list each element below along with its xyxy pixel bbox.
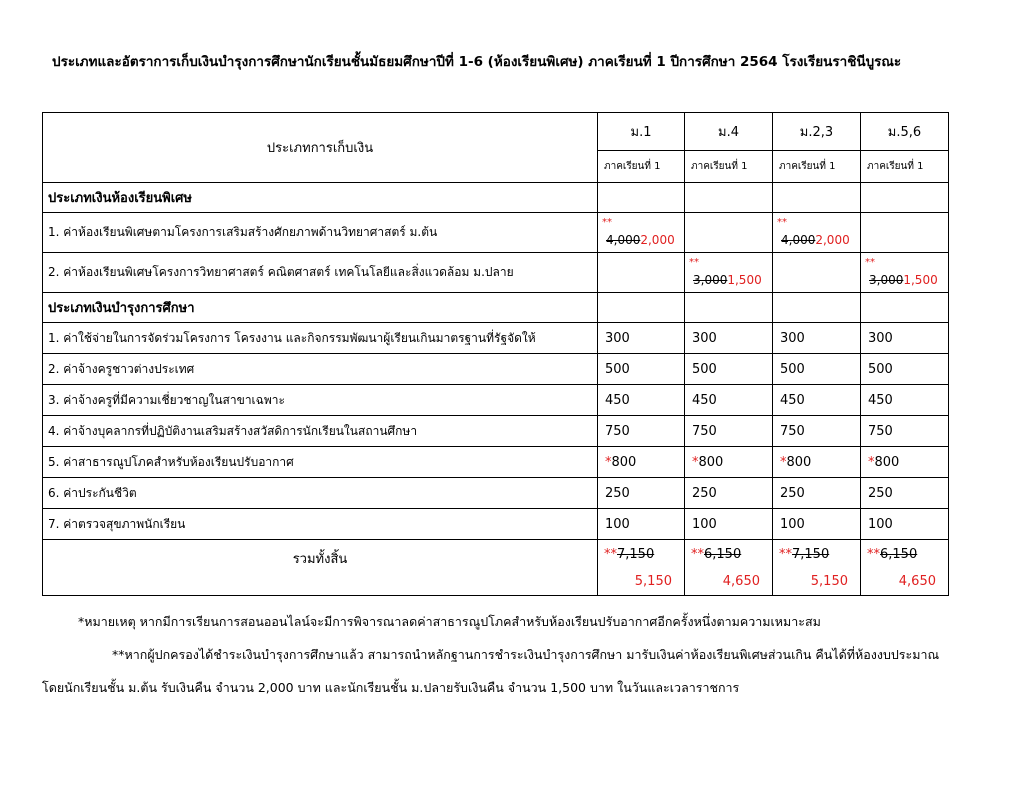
total-old bbox=[867, 547, 917, 562]
total-cell bbox=[773, 540, 861, 596]
total-cell bbox=[685, 540, 773, 596]
fee-value: 500 bbox=[692, 361, 717, 377]
fee-value-cell bbox=[685, 416, 773, 447]
fee-value: 450 bbox=[780, 392, 805, 408]
fee-cell bbox=[685, 253, 773, 293]
total-row bbox=[43, 540, 949, 596]
new-total: 4,650 bbox=[898, 574, 936, 589]
old-amount: 3,000 bbox=[869, 273, 904, 287]
fee-value-cell bbox=[773, 478, 861, 509]
new-amount: 2,000 bbox=[815, 233, 850, 247]
revised-amount bbox=[693, 273, 762, 287]
new-amount: 1,500 bbox=[727, 273, 762, 287]
asterisk-mark: * bbox=[868, 454, 875, 470]
note-refund-line2: โดยนักเรียนชั้น ม.ต้น รับเงินคืน จำนวน 2,000 บาท และนักเรียนชั้น ม.ปลายรับเงินคืน จำนวน 1,500 บาท ในวันและเวลาราชการ bbox=[42, 680, 740, 695]
section-row bbox=[43, 293, 949, 323]
fee-value-cell bbox=[685, 478, 773, 509]
fee-value: 300 bbox=[780, 330, 805, 346]
empty-cell bbox=[773, 183, 861, 213]
old-amount: 3,000 bbox=[693, 273, 728, 287]
fee-value: 100 bbox=[780, 516, 805, 532]
total-old bbox=[604, 547, 654, 562]
table-row bbox=[43, 213, 949, 253]
asterisk-mark: ** bbox=[867, 547, 880, 562]
fee-value: 800 bbox=[786, 454, 812, 470]
fee-value-cell bbox=[598, 354, 685, 385]
fee-value: 800 bbox=[611, 454, 637, 470]
fee-value: 450 bbox=[692, 392, 717, 408]
header-fee-type: ประเภทการเก็บเงิน bbox=[43, 113, 598, 183]
old-amount: 4,000 bbox=[781, 233, 816, 247]
fee-value-cell bbox=[598, 447, 685, 478]
revised-amount bbox=[606, 233, 675, 247]
fee-value: 750 bbox=[605, 423, 630, 439]
note-utility-discount: *หมายเหตุ หากมีการเรียนการสอนออนไลน์จะมีการพิจารณาลดค่าสาธารณูปโภคสำหรับห้องเรียนปรับอากาศอีกครั้งหนึ่งตามความเหมาะสม bbox=[78, 614, 821, 629]
header-grade: ม.4 bbox=[685, 113, 773, 151]
asterisk-mark: ** bbox=[689, 257, 699, 268]
fee-value: 250 bbox=[868, 485, 893, 501]
new-amount: 2,000 bbox=[640, 233, 675, 247]
fee-value-cell bbox=[861, 509, 949, 540]
fee-value: 750 bbox=[692, 423, 717, 439]
header-grade: ม.2,3 bbox=[773, 113, 861, 151]
note-refund-line1: **หากผู้ปกครองได้ชำระเงินบำรุงการศึกษาแล้ว สามารถนำหลักฐานการชำระเงินบำรุงการศึกษา มารับเงินค่าห้องเรียนพิเศษส่วนเกิน คืนได้ที่ห้องงบประมาณ bbox=[112, 647, 940, 662]
fee-value-cell bbox=[685, 323, 773, 354]
fee-cell bbox=[861, 213, 949, 253]
empty-cell bbox=[685, 293, 773, 323]
fee-value-cell bbox=[685, 509, 773, 540]
table-row bbox=[43, 447, 949, 478]
fee-value: 500 bbox=[868, 361, 893, 377]
header-term: ภาคเรียนที่ 1 bbox=[861, 151, 949, 183]
fee-value-cell bbox=[773, 509, 861, 540]
fee-value: 100 bbox=[868, 516, 893, 532]
old-amount: 4,000 bbox=[606, 233, 641, 247]
fee-value: 300 bbox=[868, 330, 893, 346]
empty-cell bbox=[773, 293, 861, 323]
fee-value-cell bbox=[773, 385, 861, 416]
fee-value: 300 bbox=[605, 330, 630, 346]
fee-value-cell bbox=[861, 416, 949, 447]
total-old bbox=[691, 547, 741, 562]
new-total: 5,150 bbox=[810, 574, 848, 589]
fee-value-cell bbox=[598, 509, 685, 540]
empty-cell bbox=[598, 293, 685, 323]
table-row bbox=[43, 323, 949, 354]
fee-label: 5. ค่าสาธารณูปโภคสำหรับห้องเรียนปรับอากาศ bbox=[43, 447, 598, 478]
table-row bbox=[43, 385, 949, 416]
fee-value-cell bbox=[861, 323, 949, 354]
fee-value: 500 bbox=[780, 361, 805, 377]
empty-cell bbox=[685, 183, 773, 213]
asterisk-mark: ** bbox=[604, 547, 617, 562]
total-old bbox=[779, 547, 829, 562]
table-row bbox=[43, 253, 949, 293]
fee-value-cell bbox=[598, 416, 685, 447]
fee-label: 2. ค่าห้องเรียนพิเศษโครงการวิทยาศาสตร์ คณิตศาสตร์ เทคโนโลยีและสิ่งแวดล้อม ม.ปลาย bbox=[43, 253, 598, 293]
asterisk-mark: ** bbox=[865, 257, 875, 268]
header-term: ภาคเรียนที่ 1 bbox=[685, 151, 773, 183]
asterisk-mark: ** bbox=[777, 217, 787, 228]
old-total: 6,150 bbox=[704, 547, 742, 562]
fee-value: 450 bbox=[605, 392, 630, 408]
fee-value: 300 bbox=[692, 330, 717, 346]
asterisk-mark: ** bbox=[602, 217, 612, 228]
new-amount: 1,500 bbox=[903, 273, 938, 287]
section-row bbox=[43, 183, 949, 213]
fee-table bbox=[42, 112, 949, 596]
fee-value: 800 bbox=[874, 454, 900, 470]
header-term: ภาคเรียนที่ 1 bbox=[773, 151, 861, 183]
header-grade: ม.1 bbox=[598, 113, 685, 151]
empty-cell bbox=[861, 183, 949, 213]
fee-cell bbox=[598, 253, 685, 293]
fee-cell bbox=[598, 213, 685, 253]
asterisk-mark: ** bbox=[691, 547, 704, 562]
fee-value: 250 bbox=[780, 485, 805, 501]
asterisk-mark: * bbox=[692, 454, 699, 470]
fee-cell bbox=[861, 253, 949, 293]
asterisk-mark: * bbox=[780, 454, 787, 470]
fee-label: 2. ค่าจ้างครูชาวต่างประเทศ bbox=[43, 354, 598, 385]
revised-amount bbox=[781, 233, 850, 247]
header-row-grades bbox=[43, 113, 949, 151]
fee-value-cell bbox=[861, 478, 949, 509]
fee-value: 250 bbox=[692, 485, 717, 501]
total-cell bbox=[598, 540, 685, 596]
fee-value: 800 bbox=[698, 454, 724, 470]
total-label: รวมทั้งสิ้น bbox=[43, 540, 598, 596]
fee-value-cell bbox=[685, 447, 773, 478]
old-total: 7,150 bbox=[792, 547, 830, 562]
fee-value: 450 bbox=[868, 392, 893, 408]
document-title: ประเภทและอัตราการเก็บเงินบำรุงการศึกษานักเรียนชั้นมัธยมศึกษาปีที่ 1-6 (ห้องเรียนพิเศษ) ภาคเรียนที่ 1 ปีการศึกษา 2564 โรงเรียนราชินีบูรณะ bbox=[52, 54, 902, 70]
empty-cell bbox=[861, 293, 949, 323]
section-special-title: ประเภทเงินห้องเรียนพิเศษ bbox=[43, 183, 598, 213]
fee-value-cell bbox=[598, 478, 685, 509]
total-cell bbox=[861, 540, 949, 596]
fee-label: 1. ค่าห้องเรียนพิเศษตามโครงการเสริมสร้างศักยภาพด้านวิทยาศาสตร์ ม.ต้น bbox=[43, 213, 598, 253]
fee-value-cell bbox=[773, 447, 861, 478]
header-grade: ม.5,6 bbox=[861, 113, 949, 151]
fee-value: 750 bbox=[868, 423, 893, 439]
fee-value-cell bbox=[861, 447, 949, 478]
empty-cell bbox=[598, 183, 685, 213]
fee-value-cell bbox=[598, 385, 685, 416]
new-total: 4,650 bbox=[722, 574, 760, 589]
fee-label: 7. ค่าตรวจสุขภาพนักเรียน bbox=[43, 509, 598, 540]
fee-label: 1. ค่าใช้จ่ายในการจัดร่วมโครงการ โครงงาน และกิจกรรมพัฒนาผู้เรียนเกินมาตรฐานที่รัฐจัดให้ bbox=[43, 323, 598, 354]
header-term: ภาคเรียนที่ 1 bbox=[598, 151, 685, 183]
table-row bbox=[43, 509, 949, 540]
new-total: 5,150 bbox=[634, 574, 672, 589]
table-row bbox=[43, 478, 949, 509]
asterisk-mark: * bbox=[605, 454, 612, 470]
fee-value: 500 bbox=[605, 361, 630, 377]
fee-value-cell bbox=[685, 385, 773, 416]
revised-amount bbox=[869, 273, 938, 287]
fee-cell bbox=[685, 213, 773, 253]
old-total: 6,150 bbox=[880, 547, 918, 562]
table-row bbox=[43, 416, 949, 447]
fee-label: 4. ค่าจ้างบุคลากรที่ปฏิบัติงานเสริมสร้างสวัสดิการนักเรียนในสถานศึกษา bbox=[43, 416, 598, 447]
table-row bbox=[43, 354, 949, 385]
fee-cell bbox=[773, 253, 861, 293]
fee-value-cell bbox=[773, 354, 861, 385]
fee-value: 100 bbox=[605, 516, 630, 532]
fee-value-cell bbox=[773, 323, 861, 354]
fee-value-cell bbox=[861, 354, 949, 385]
fee-label: 3. ค่าจ้างครูที่มีความเชี่ยวชาญในสาขาเฉพาะ bbox=[43, 385, 598, 416]
fee-cell bbox=[773, 213, 861, 253]
fee-value-cell bbox=[598, 323, 685, 354]
asterisk-mark: ** bbox=[779, 547, 792, 562]
section-maintenance-title: ประเภทเงินบำรุงการศึกษา bbox=[43, 293, 598, 323]
fee-label: 6. ค่าประกันชีวิต bbox=[43, 478, 598, 509]
fee-value-cell bbox=[861, 385, 949, 416]
fee-value: 100 bbox=[692, 516, 717, 532]
old-total: 7,150 bbox=[617, 547, 655, 562]
fee-value: 750 bbox=[780, 423, 805, 439]
fee-value: 250 bbox=[605, 485, 630, 501]
fee-value-cell bbox=[685, 354, 773, 385]
fee-value-cell bbox=[773, 416, 861, 447]
